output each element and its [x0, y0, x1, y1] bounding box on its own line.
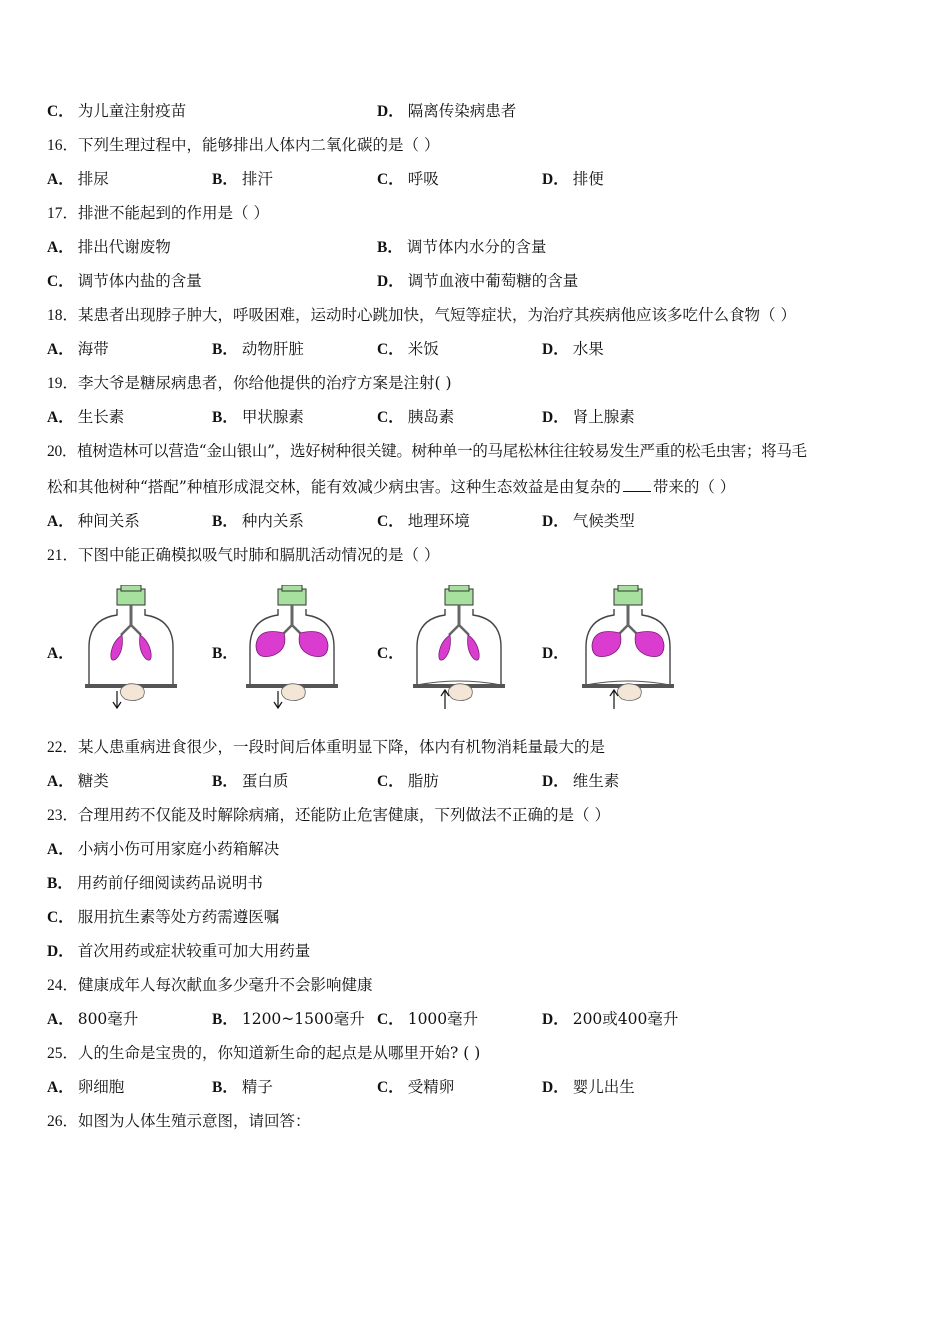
q18-option-d: D． 水果	[542, 340, 604, 358]
q23-option-c: C． 服用抗生素等处方药需遵医嘱	[47, 908, 280, 926]
left-lung-balloon	[256, 632, 285, 657]
q24-option-a: A． 800毫升	[47, 1010, 139, 1028]
q21-figure-row	[47, 585, 707, 715]
q22-option-b: B． 蛋白质	[212, 772, 289, 790]
q22-option-a: A． 糖类	[47, 772, 109, 790]
q25-option-b: B． 精子	[212, 1078, 273, 1096]
bell-jar-lung-model-c	[411, 585, 507, 715]
q21-option-c: C．	[377, 585, 517, 715]
q16-option-b: B． 排汗	[212, 170, 273, 188]
q16-option-d: D． 排便	[542, 170, 604, 188]
q23-stem: 23．合理用药不仅能及时解除病痛，还能防止危害健康，下列做法不正确的是（ ）	[47, 806, 610, 824]
q20-stem-line-1: 20．植树造林可以营造“金山银山”，选好树种很关键。树种单一的马尾松林往往较易发生严重的松毛虫害；将马毛	[47, 442, 807, 460]
q24-option-b: B． 1200~1500毫升	[212, 1010, 365, 1028]
q25-option-c: C． 受精卵	[377, 1078, 455, 1096]
left-lung-balloon	[592, 632, 621, 657]
q18-option-a: A． 海带	[47, 340, 109, 358]
q24-option-d: D． 200或400毫升	[542, 1010, 679, 1028]
q18-option-c: C． 米饭	[377, 340, 439, 358]
q20-option-d: D． 气候类型	[542, 512, 635, 530]
bell-jar-lung-model-a	[83, 585, 179, 715]
right-lung-balloon	[635, 632, 664, 657]
bronchi-tubes	[282, 625, 302, 635]
q19-option-a: A． 生长素	[47, 408, 125, 426]
hand-icon	[449, 684, 473, 701]
q17-option-a: A． 排出代谢废物	[47, 238, 171, 256]
q21-stem: 21．下图中能正确模拟吸气时肺和膈肌活动情况的是（ ）	[47, 546, 440, 564]
bell-jar-lung-model-b	[244, 585, 340, 715]
q19-option-b: B． 甲状腺素	[212, 408, 304, 426]
q21-option-b: B．	[212, 585, 352, 715]
q19-stem: 19．李大爷是糖尿病患者，你给他提供的治疗方案是注射( )	[47, 374, 452, 392]
stopper-cap	[449, 585, 469, 591]
right-lung-balloon	[140, 635, 152, 660]
bronchi-tubes	[449, 625, 469, 635]
q25-option-d: D． 婴儿出生	[542, 1078, 635, 1096]
q18-stem: 18．某患者出现脖子肿大，呼吸困难，运动时心跳加快，气短等症状，为治疗其疾病他应该多吃什么食物（ ）	[47, 306, 796, 324]
q17-option-b: B． 调节体内水分的含量	[377, 238, 547, 256]
q20-option-a: A． 种间关系	[47, 512, 140, 530]
right-lung-balloon	[468, 635, 480, 660]
bronchi-tubes	[618, 625, 638, 635]
q19-option-d: D． 肾上腺素	[542, 408, 635, 426]
q17-stem: 17．排泄不能起到的作用是（ ）	[47, 204, 269, 222]
hand-icon	[282, 684, 306, 701]
q23-option-b: B． 用药前仔细阅读药品说明书	[47, 874, 263, 892]
q21-option-a: A．	[47, 585, 187, 715]
bronchi-tubes	[121, 625, 141, 635]
q25-stem: 25．人的生命是宝贵的，你知道新生命的起点是从哪里开始? ( )	[47, 1044, 481, 1062]
q25-option-a: A． 卵细胞	[47, 1078, 125, 1096]
q24-option-c: C． 1000毫升	[377, 1010, 479, 1028]
q16-stem: 16．下列生理过程中，能够排出人体内二氧化碳的是（ ）	[47, 136, 440, 154]
q22-stem: 22．某人患重病进食很少，一段时间后体重明显下降，体内有机物消耗量最大的是	[47, 738, 606, 756]
q21-option-d: D．	[542, 585, 682, 715]
q18-option-b: B． 动物肝脏	[212, 340, 304, 358]
stopper-cap	[618, 585, 638, 591]
left-lung-balloon	[111, 635, 123, 660]
q20-option-c: C． 地理环境	[377, 512, 470, 530]
q20-option-b: B． 种内关系	[212, 512, 304, 530]
q15-option-d: D． 隔离传染病患者	[377, 102, 517, 120]
q17-option-c: C． 调节体内盐的含量	[47, 272, 202, 290]
fill-in-blank	[623, 477, 651, 492]
right-lung-balloon	[299, 632, 328, 657]
stopper-cap	[121, 585, 141, 591]
hand-icon	[618, 684, 642, 701]
q16-option-a: A． 排尿	[47, 170, 109, 188]
q16-option-c: C． 呼吸	[377, 170, 439, 188]
q22-option-c: C． 脂肪	[377, 772, 439, 790]
stopper-cap	[282, 585, 302, 591]
q22-option-d: D． 维生素	[542, 772, 620, 790]
q17-option-d: D． 调节血液中葡萄糖的含量	[377, 272, 579, 290]
q23-option-a: A． 小病小伤可用家庭小药箱解决	[47, 840, 280, 858]
q24-stem: 24．健康成年人每次献血多少毫升不会影响健康	[47, 976, 373, 994]
q20-stem-line-2: 松和其他树种“搭配”种植形成混交林，能有效减少病虫害。这种生态效益是由复杂的 带来的（ ）	[47, 478, 736, 496]
q19-option-c: C． 胰岛素	[377, 408, 455, 426]
q15-option-c: C． 为儿童注射疫苗	[47, 102, 187, 120]
left-lung-balloon	[439, 635, 451, 660]
q23-option-d: D． 首次用药或症状较重可加大用药量	[47, 942, 311, 960]
hand-icon	[121, 684, 145, 701]
bell-jar-lung-model-d	[580, 585, 676, 715]
q26-stem: 26．如图为人体生殖示意图，请回答：	[47, 1112, 311, 1130]
